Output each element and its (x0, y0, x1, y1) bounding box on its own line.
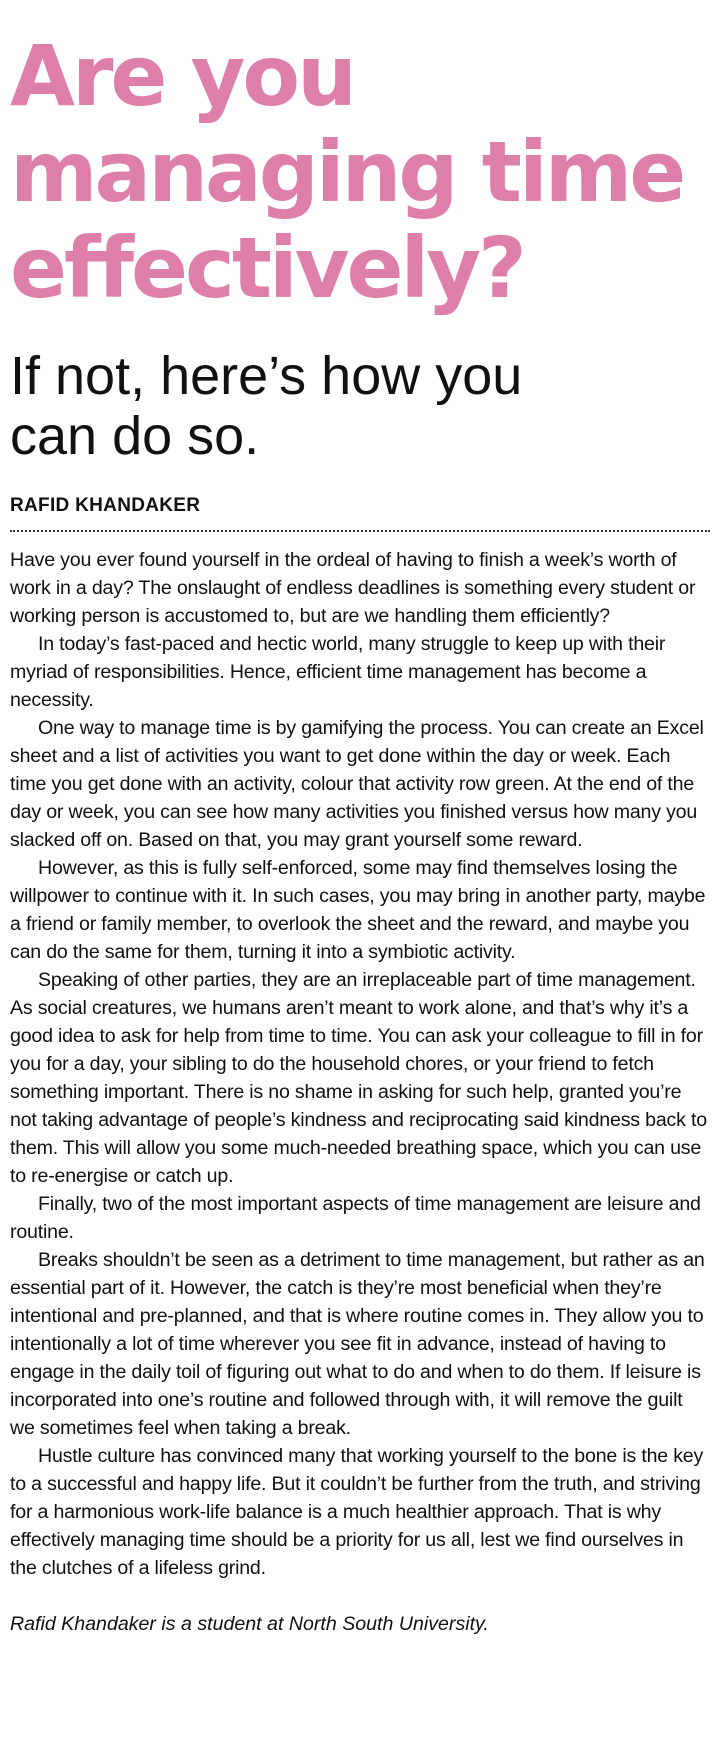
paragraph: Breaks shouldn’t be seen as a detriment to time management, but rather as an essential part of it. However, the catch is they’re most beneficial when they’re intentional and pre-planned, and that is where routine comes in. They allow you to intentionally a lot of time wherever you see fit in advance, instead of having to engage in the daily toil of figuring out what to do and when to do them. If leisure is incorporated into one’s routine and followed through with, it will remove the guilt we sometimes feel when taking a break. (10, 1249, 705, 1439)
article-body (10, 546, 710, 1582)
paragraph: Finally, two of the most important aspects of time management are leisure and routine. (10, 1193, 701, 1243)
paragraph: Hustle culture has convinced many that working yourself to the bone is the key to a successful and happy life. But it couldn’t be further from the truth, and striving for a harmonious work-life balance is a much healthier approach. That is why effectively managing time should be a priority for us all, lest we find ourselves in the clutches of a lifeless grind. (10, 1445, 704, 1579)
paragraph: One way to manage time is by gamifying the process. You can create an Excel sheet and a list of activities you want to get done within the day or week. Each time you get done with an activity, colour that activity row green. At the end of the day or week, you can see how many activities you finished versus how many you slacked off on. Based on that, you may grant yourself some reward. (10, 717, 704, 851)
paragraph: Have you ever found yourself in the ordeal of having to finish a week’s worth of work in a day? The onslaught of endless deadlines is something every student or working person is accustomed to, but are we handling them efficiently? (10, 549, 696, 627)
dotted-divider (10, 530, 710, 532)
byline: RAFID KHANDAKER (10, 495, 201, 516)
paragraph: In today’s fast-paced and hectic world, many struggle to keep up with their myriad of responsibilities. Hence, efficient time management has become a necessity. (10, 633, 666, 711)
paragraph: However, as this is fully self-enforced, some may find themselves losing the willpower to continue with it. In such cases, you may bring in another party, maybe a friend or family member, to overlook the sheet and the reward, and maybe you can do the same for them, turning it into a symbiotic activity. (10, 857, 706, 963)
subheadline: If not, here’s how you can do so. (10, 346, 523, 466)
author-note: Rafid Khandaker is a student at North South University. (10, 1613, 489, 1635)
paragraph: Speaking of other parties, they are an irreplaceable part of time management. As social creatures, we humans aren’t meant to work alone, and that’s why it’s a good idea to ask for help from time to time. You can ask your colleague to fill in for you for a day, your sibling to do the household chores, or your friend to fetch something important. There is no shame in asking for such help, granted you’re not taking advantage of people’s kindness and reciprocating said kindness back to them. This will allow you some much-needed breathing space, which you can use to re-energise or catch up. (10, 969, 707, 1187)
headline: Are you managing time effectively? (10, 27, 684, 317)
article (10, 0, 710, 1638)
